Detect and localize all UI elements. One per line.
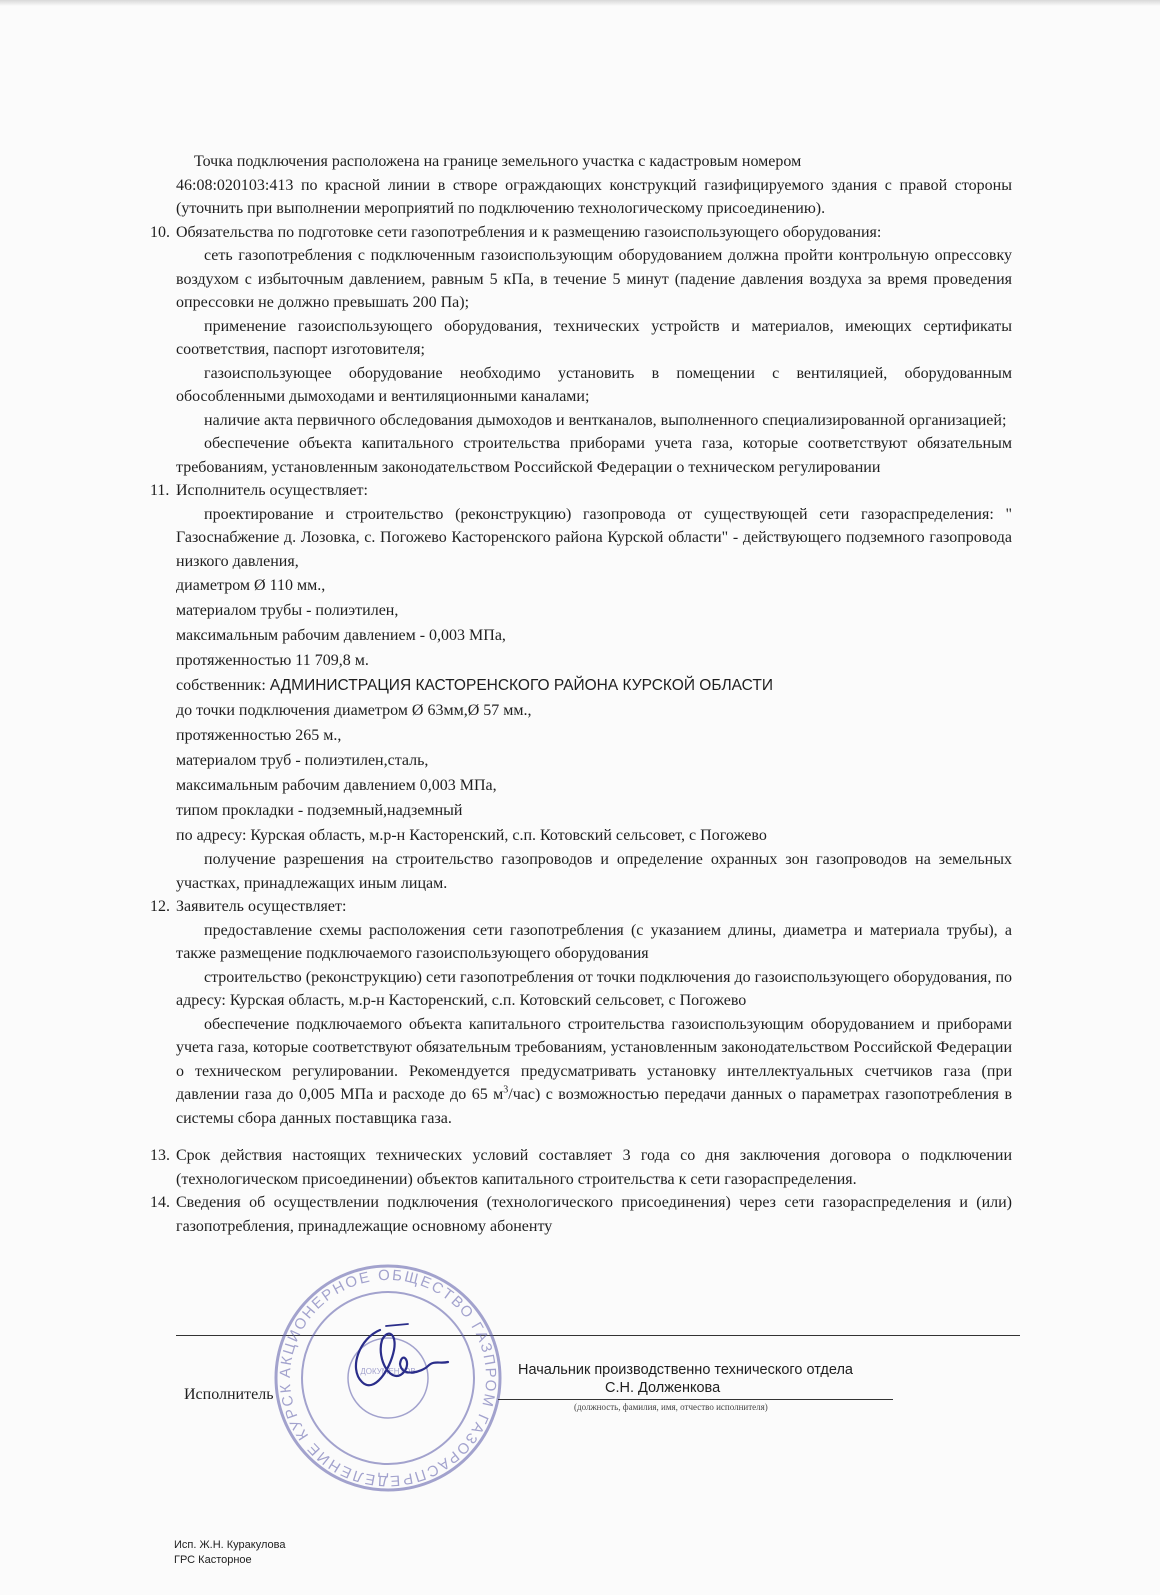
item-11-laying-type: типом прокладки - подземный,надземный — [176, 802, 463, 819]
item-11-number: 11. — [150, 482, 170, 499]
position-underline — [498, 1399, 893, 1400]
item-11-address: по адресу: Курская область, м.р-н Касторенский, с.п. Котовский сельсовет, с Погожево — [176, 827, 767, 844]
stamp-ring-text: АКЦИОНЕРНОЕ ОБЩЕСТВО ГАЗПРОМ ГАЗОРАСПРЕДЕЛЕНИЕ КУРСК — [276, 1266, 500, 1490]
item-12-p3-part2: /час) с возможностью передачи данных о параметрах газопотребления в системы сбора данных поставщика газа. — [176, 1086, 1013, 1127]
item-14-text: Сведения об осуществлении подключения (технологического присоединения) через сети газораспределения и (или) газопотребления, принадлежащие основному абоненту — [176, 1194, 1012, 1235]
item-10-heading: Обязательства по подготовке сети газопотребления и к размещению газоиспользующего оборудования: — [176, 223, 882, 241]
item-10-p1: сеть газопотребления с подключенным газоиспользующим оборудованием должна пройти контрольную опрессовку воздухом с избыточным давлением, равным 5 кПа, в течение 5 минут (падение давления воздуха за время проведения опрессовки не должно превышать 200 Па); — [176, 247, 1012, 311]
stamp-center-text: ДОКУМЕНТОВ — [360, 1367, 416, 1376]
item-11-material: материалом трубы - полиэтилен, — [176, 602, 399, 619]
document-body — [150, 150, 1012, 1238]
item-12-heading: Заявитель осуществляет: — [176, 898, 347, 915]
item-10-p5: обеспечение объекта капитального строительства приборами учета газа, которые соответствуют обязательным требованиям, установленным законодательством Российской Федерации о техническом регулировании — [176, 435, 1012, 476]
item-14 — [150, 1191, 1012, 1238]
position-caption: (должность, фамилия, имя, отчество исполнителя) — [574, 1402, 768, 1412]
item-11-heading: Исполнитель осуществляет: — [176, 482, 368, 499]
item-11-length: протяженностью 11 709,8 м. — [176, 652, 369, 669]
footer-author: Исп. Ж.Н. Куракулова — [174, 1539, 286, 1551]
item-12-number: 12. — [150, 898, 170, 915]
item-10-p4: наличие акта первичного обследования дымоходов и вентканалов, выполненного специализированной организацией; — [204, 411, 1007, 429]
footer-note — [174, 1538, 285, 1568]
item-12-p3 — [176, 1013, 1012, 1131]
item-11 — [150, 479, 1012, 895]
item-11-max-pressure: максимальным рабочим давлением 0,003 МПа, — [176, 777, 497, 794]
item-10-number: 10. — [150, 223, 170, 241]
item-11-connection-length: протяженностью 265 м., — [176, 727, 342, 744]
executor-position: Начальник производственно технического отдела — [518, 1362, 853, 1378]
item-13-number: 13. — [150, 1147, 170, 1164]
item-12-p3-part1: обеспечение подключаемого объекта капитального строительства газоиспользующим оборудованием и приборами учета газа, которые соответствуют обязательным требованиям, установленным законодательством Российской Федерации о техническом регулировании. Рекомендуется предусматривать установку интеллектуальных счетчиков газа (при давлении газа до 0,005 МПа и расходе до 65 м — [176, 1015, 1012, 1103]
item-12 — [150, 895, 1012, 1130]
executor-name: С.Н. Долженкова — [605, 1380, 721, 1396]
item-12-p1: предоставление схемы расположения сети газопотребления (с указанием длины, диаметра и материала трубы), а также размещение подключаемого газоиспользующего оборудования — [176, 921, 1012, 962]
item-13-text: Срок действия настоящих технических условий составляет 3 года со дня заключения договора о подключении (технологическом присоединении) объектов капитального строительства к сети газораспределения. — [176, 1147, 1012, 1188]
footer-unit: ГРС Касторное — [174, 1554, 252, 1566]
item-11-owner — [176, 673, 1012, 698]
item-11-pipe-material: материалом труб - полиэтилен,сталь, — [176, 752, 429, 769]
item-11-pressure: максимальным рабочим давлением - 0,003 МПа, — [176, 627, 506, 644]
item-11-p1: проектирование и строительство (реконструкцию) газопровода от существующей сети газораспределения: " Газоснабжение д. Лозовка, с. Погожево Касторенского района Курской области" - действующего подземного газопровода низкого давления, — [176, 505, 1012, 570]
item-10-p3: газоиспользующее оборудование необходимо установить в помещении с вентиляцией, оборудованным обособленными дымоходами и вентиляционными каналами; — [176, 364, 1012, 405]
cubic-superscript: 3 — [503, 1084, 509, 1096]
item-14-number: 14. — [150, 1194, 170, 1211]
scan-edge — [0, 0, 1160, 6]
item-12-p2: строительство (реконструкцию) сети газопотребления от точки подключения до газоиспользующего оборудования, по адресу: Курская область, м.р-н Касторенский, с.п. Котовский сельсовет, с Погожево — [176, 968, 1012, 1009]
handwritten-signature — [342, 1320, 452, 1398]
item-11-p2: получение разрешения на строительство газопроводов и определение охранных зон газопроводов на земельных участках, принадлежащих иным лицам. — [176, 851, 1012, 892]
executor-label: Исполнитель — [184, 1386, 274, 1403]
intro-line-2: 46:08:020103:413 по красной линии в створе ограждающих конструкций газифицируемого здания с правой стороны (уточнить при выполнении мероприятий по подключению технологическому присоединению). — [176, 176, 1012, 217]
intro-line-1: Точка подключения расположена на границе земельного участка с кадастровым номером — [194, 153, 802, 170]
owner-name: АДМИНИСТРАЦИЯ КАСТОРЕНСКОГО РАЙОНА КУРСКОЙ ОБЛАСТИ — [269, 677, 773, 694]
item-10 — [150, 221, 1012, 480]
item-13 — [150, 1144, 1012, 1191]
owner-prefix: собственник: — [176, 677, 270, 694]
item-11-connection-diameter: до точки подключения диаметром Ø 63мм,Ø 57 мм., — [176, 702, 532, 719]
item-11-diameter: диаметром Ø 110 мм., — [176, 577, 326, 594]
item-10-p2: применение газоиспользующего оборудования, технических устройств и материалов, имеющих сертификаты соответствия, паспорт изготовителя; — [176, 317, 1012, 358]
